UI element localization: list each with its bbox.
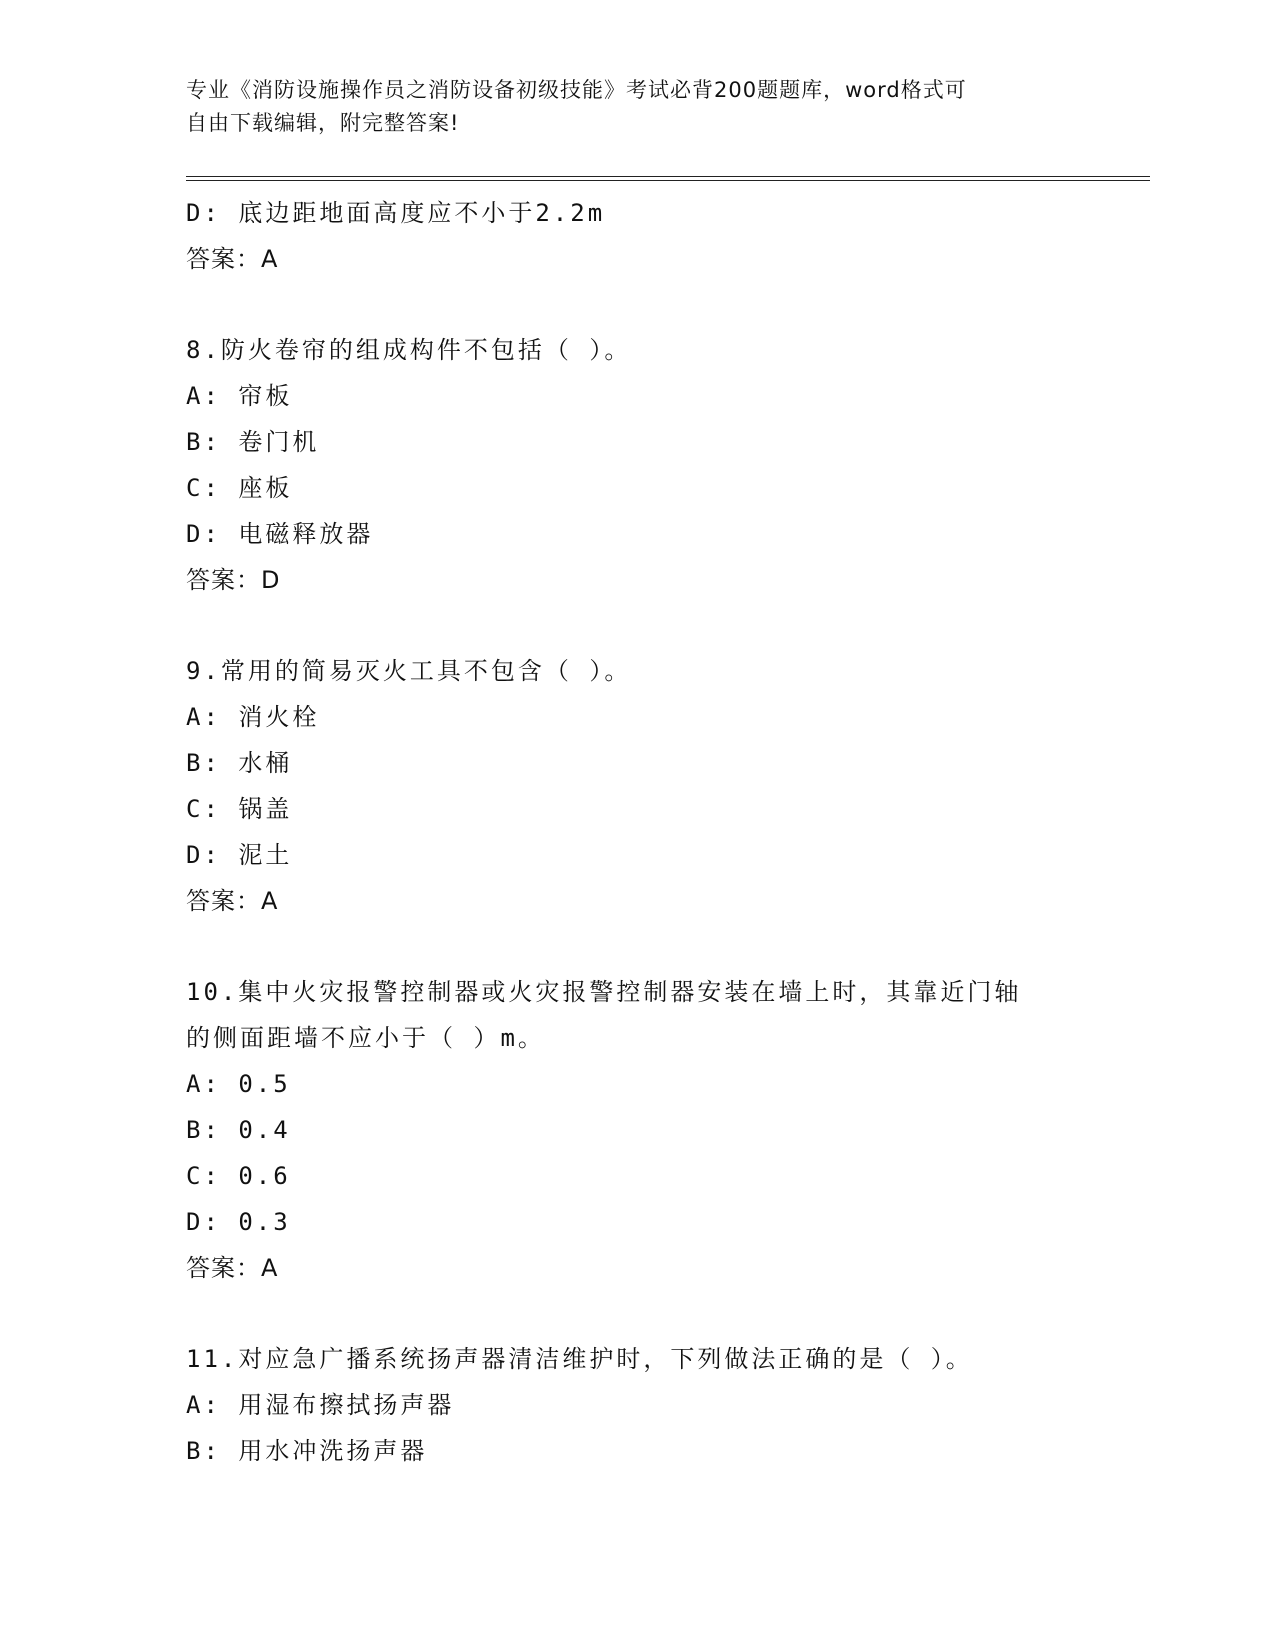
- header-line-2: 自由下载编辑，附完整答案!: [186, 111, 460, 135]
- question-11: [186, 1336, 1106, 1474]
- option-c: C: 0.6: [186, 1162, 291, 1190]
- question-list: [186, 190, 1106, 1474]
- question-text-line-2: 的侧面距墙不应小于（ ）m。: [186, 1024, 545, 1052]
- option-b: B: 卷门机: [186, 428, 320, 456]
- option-d: D: 底边距地面高度应不小于2.2m: [186, 199, 606, 227]
- option-d: D: 电磁释放器: [186, 520, 374, 548]
- previous-question-tail: [186, 190, 1106, 282]
- option-c: C: 锅盖: [186, 795, 293, 823]
- option-a: A: 帘板: [186, 382, 293, 410]
- answer-line: 答案：A: [186, 245, 279, 273]
- answer-line: 答案：A: [186, 1254, 279, 1282]
- question-text-line-1: 10.集中火灾报警控制器或火灾报警控制器安装在墙上时，其靠近门轴: [186, 978, 1022, 1006]
- option-d: D: 泥土: [186, 841, 293, 869]
- question-text: 8.防火卷帘的组成构件不包括（ ）。: [186, 336, 632, 364]
- answer-line: 答案：A: [186, 887, 279, 915]
- header-line-1: 专业《消防设施操作员之消防设备初级技能》考试必背200题题库，word格式可: [186, 78, 967, 102]
- option-a: A: 用湿布擦拭扬声器: [186, 1391, 455, 1419]
- question-8: [186, 327, 1106, 603]
- question-9: [186, 648, 1106, 924]
- header-divider-top: [186, 176, 1150, 177]
- option-c: C: 座板: [186, 474, 293, 502]
- option-b: B: 用水冲洗扬声器: [186, 1437, 428, 1465]
- option-b: B: 水桶: [186, 749, 293, 777]
- option-a: A: 0.5: [186, 1070, 291, 1098]
- option-a: A: 消火栓: [186, 703, 320, 731]
- option-d: D: 0.3: [186, 1208, 291, 1236]
- document-header: [186, 74, 1086, 140]
- header-divider-bottom: [186, 180, 1150, 181]
- question-text: 11.对应急广播系统扬声器清洁维护时，下列做法正确的是（ ）。: [186, 1345, 973, 1373]
- question-10: [186, 969, 1106, 1291]
- option-b: B: 0.4: [186, 1116, 291, 1144]
- question-text: 9.常用的简易灭火工具不包含（ ）。: [186, 657, 632, 685]
- answer-line: 答案：D: [186, 566, 281, 594]
